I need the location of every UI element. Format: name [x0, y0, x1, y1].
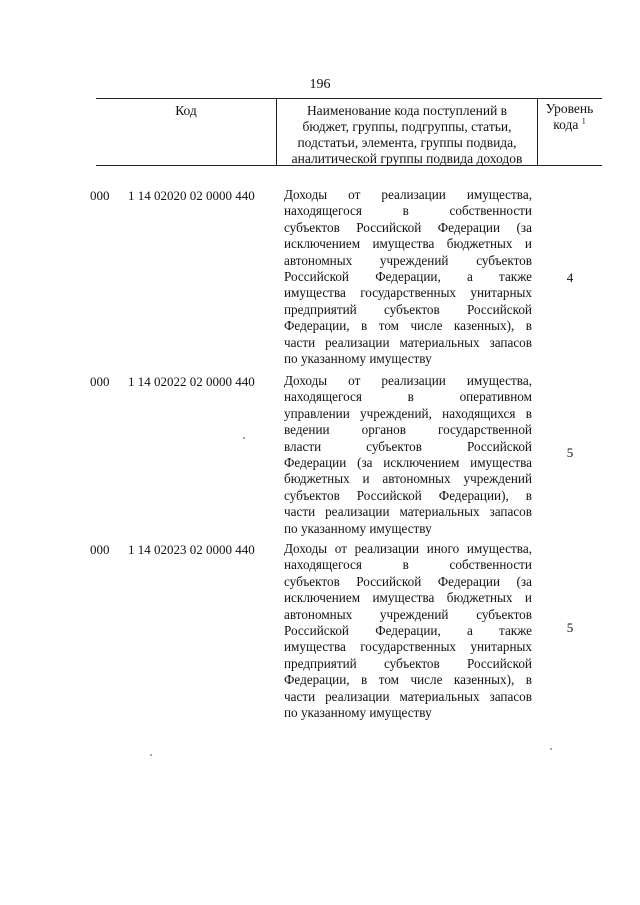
- description-line: субъектов Российской Федерации (за: [284, 219, 532, 235]
- description-line: находящегося в собственности: [284, 557, 532, 573]
- admin-code: 000: [90, 374, 110, 389]
- description-line: власти субъектов Российской: [284, 438, 532, 454]
- description-line: Доходы от реализации иного имущества,: [284, 541, 532, 556]
- header-level-word: кода: [553, 117, 579, 132]
- description-line: Федерации, в том числе казенных), в: [284, 672, 532, 688]
- description-line: исключением имущества бюджетных и: [284, 590, 532, 606]
- header-level-line: Уровень: [545, 101, 594, 116]
- revenue-code: 1 14 02023 02 0000 440: [128, 542, 255, 557]
- header-name-line: подстатьи, элемента, группы подвида,: [297, 135, 517, 150]
- description-line: имущества государственных унитарных: [284, 639, 532, 655]
- page-number: 196: [309, 77, 331, 92]
- description-line: части реализации материальных запасов: [284, 334, 532, 350]
- description-line: исключением имущества бюджетных и: [284, 236, 532, 252]
- revenue-code: 1 14 02022 02 0000 440: [128, 374, 255, 389]
- description-line: субъектов Российской Федерации (за: [284, 573, 532, 589]
- admin-code: 000: [90, 188, 110, 203]
- revenue-description: [284, 541, 532, 721]
- description-line: по указанному имуществу: [284, 520, 432, 536]
- description-line: субъектов Российской Федерации), в: [284, 487, 532, 503]
- description-line: Доходы от реализации имущества,: [284, 187, 532, 202]
- description-line: по указанному имуществу: [284, 350, 432, 366]
- description-line: части реализации материальных запасов: [284, 688, 532, 704]
- description-line: предприятий субъектов Российской: [284, 655, 532, 671]
- code-level: 5: [566, 445, 574, 460]
- description-line: Федерации (за исключением имущества: [284, 454, 532, 470]
- scan-speck: [243, 437, 245, 439]
- header-code: Код: [175, 103, 197, 118]
- description-line: Российской Федерации, а также: [284, 268, 532, 284]
- description-line: бюджетных и автономных учреждений: [284, 471, 532, 487]
- description-line: находящегося в собственности: [284, 203, 532, 219]
- header-name: [276, 99, 538, 165]
- description-line: по указанному имуществу: [284, 704, 432, 720]
- description-line: автономных учреждений субъектов: [284, 606, 532, 622]
- admin-code: 000: [90, 542, 110, 557]
- description-line: части реализации материальных запасов: [284, 504, 532, 520]
- revenue-description: [284, 187, 532, 367]
- header-name-line: аналитической группы подвида доходов: [291, 151, 523, 166]
- description-line: Российской Федерации, а также: [284, 622, 532, 638]
- scan-speck: [550, 748, 552, 750]
- header-name-line: бюджет, группы, подгруппы, статьи,: [302, 119, 512, 134]
- header-level-line: [537, 117, 602, 133]
- description-line: имущества государственных унитарных: [284, 285, 532, 301]
- code-level: 5: [566, 620, 574, 635]
- description-line: управлении учреждений, находящихся в: [284, 405, 532, 421]
- scan-speck: [150, 754, 152, 756]
- description-line: предприятий субъектов Российской: [284, 301, 532, 317]
- description-line: автономных учреждений субъектов: [284, 252, 532, 268]
- description-line: находящегося в оперативном: [284, 389, 532, 405]
- description-line: Доходы от реализации имущества,: [284, 373, 532, 388]
- header-name-line: Наименование кода поступлений в: [306, 103, 508, 118]
- description-line: ведении органов государственной: [284, 422, 532, 438]
- description-line: Федерации, в том числе казенных), в: [284, 318, 532, 334]
- revenue-code: 1 14 02020 02 0000 440: [128, 188, 255, 203]
- footnote-marker: 1: [581, 116, 586, 126]
- code-level: 4: [566, 270, 574, 285]
- table-header: [96, 98, 602, 166]
- revenue-description: [284, 373, 532, 537]
- header-level: [537, 99, 602, 165]
